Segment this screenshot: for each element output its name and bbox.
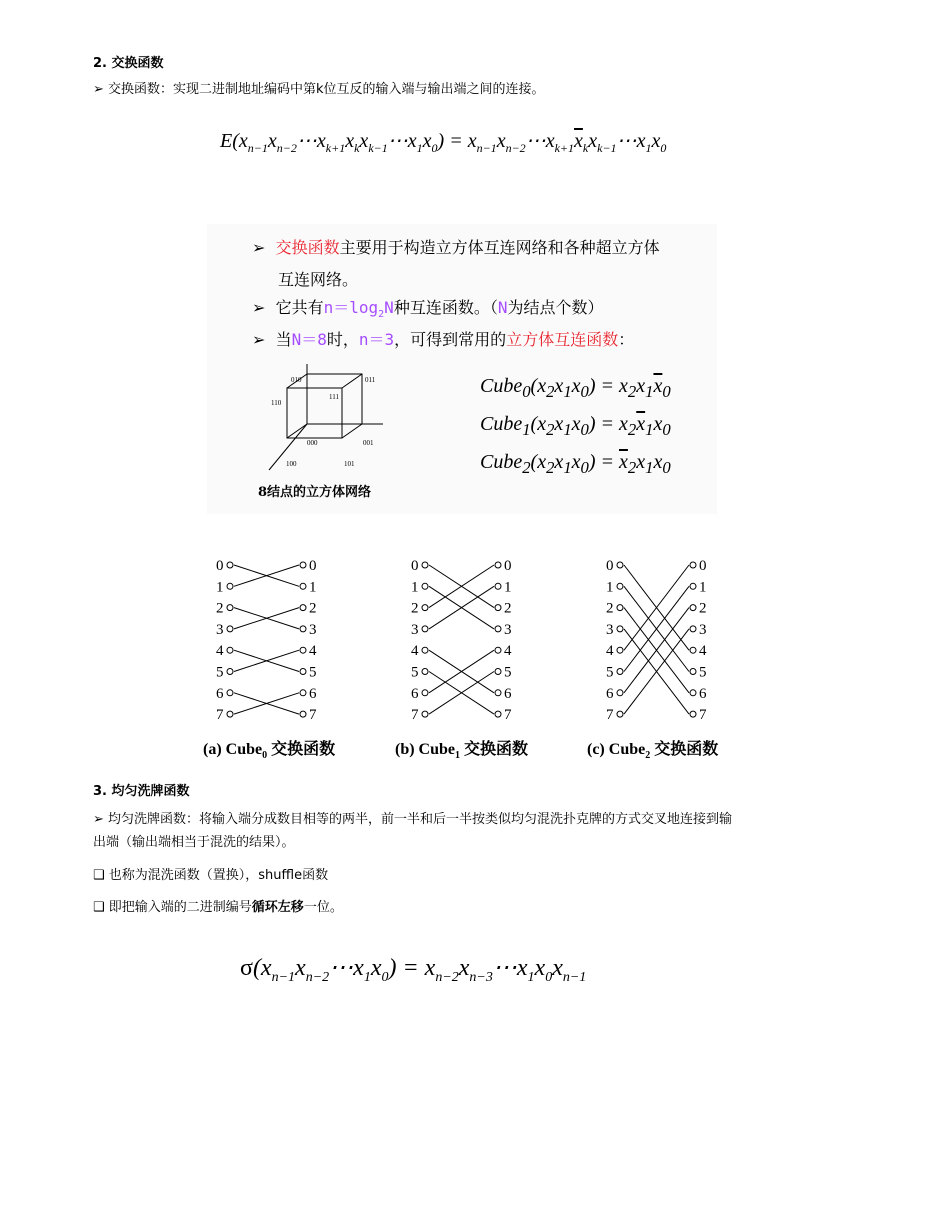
output-label: 3 [699, 621, 707, 638]
output-label: 2 [504, 600, 512, 617]
input-label: 2 [411, 600, 419, 617]
port-node [617, 669, 623, 675]
port-node [227, 626, 233, 632]
input-label: 0 [216, 558, 224, 574]
cube-label-111: 111 [329, 393, 339, 401]
input-label: 7 [411, 707, 419, 724]
input-label: 0 [606, 558, 614, 574]
input-label: 5 [606, 664, 614, 681]
output-label: 5 [504, 664, 512, 681]
shuffle-formula: $\sigma(x_{n-1}x_{n-2}\cdots x_1x_0)$ = $x_{n-2}x_{n-3}\cdots x_1x_0x_{n-1}$ [240, 955, 587, 985]
section-3-note-2: ❑ 即把输入端的二进制编号循环左移一位。 [93, 900, 343, 915]
port-node [617, 562, 623, 568]
cube0-formula: $Cube_0(x_2x_1x_0) = x_2x_1\overline{x}_0$ [480, 375, 671, 401]
cube1-network [411, 558, 512, 723]
port-node [690, 690, 696, 696]
port-node [617, 690, 623, 696]
input-label: 5 [216, 664, 224, 681]
output-label: 5 [309, 664, 317, 681]
cube-label-010: 010 [291, 376, 302, 384]
output-label: 1 [309, 579, 317, 596]
cube-diagram [255, 362, 395, 477]
output-label: 7 [309, 707, 317, 724]
input-label: 4 [411, 643, 419, 660]
port-node [690, 605, 696, 611]
port-node [227, 669, 233, 675]
input-label: 0 [411, 558, 419, 574]
cube-label-110: 110 [271, 399, 282, 407]
port-node [495, 647, 501, 653]
output-label: 6 [309, 685, 317, 702]
input-label: 5 [411, 664, 419, 681]
cube-label-101: 101 [344, 460, 355, 468]
exchange-formula: $E(x_{n-1}x_{n-2}\cdots x_{k+1}x_kx_{k-1}\cdots x_1x_0)$ = $x_{n-1}x_{n-2}\cdots x_{k+1}\overline{x}_kx_{k-1}\cdots x_1x_0$ [220, 130, 667, 155]
section-3-description-line1: ➢ 均匀洗牌函数：将输入端分成数目相等的两半，前一半和后一半按类似均匀混洗扑克牌的方式交叉地连接到输 [93, 812, 733, 827]
cube0-network [216, 558, 317, 723]
output-label: 2 [309, 600, 317, 617]
output-label: 7 [504, 707, 512, 724]
port-node [300, 605, 306, 611]
output-label: 6 [504, 685, 512, 702]
slide-bullet-3: ➢ 当N＝8时，n＝3，可得到常用的立方体互连函数： [252, 330, 635, 349]
port-node [690, 711, 696, 717]
port-node [422, 690, 428, 696]
port-node [495, 669, 501, 675]
input-label: 1 [411, 579, 419, 596]
port-node [690, 669, 696, 675]
cube1-caption: (b) Cube$_1$ 交换函数 [395, 741, 529, 762]
cube1-formula: $Cube_1(x_2x_1x_0) = x_2\overline{x}_1x_0$ [480, 413, 671, 439]
port-node [617, 711, 623, 717]
input-label: 6 [411, 685, 419, 702]
port-node [422, 711, 428, 717]
output-label: 0 [699, 558, 707, 574]
input-label: 6 [216, 685, 224, 702]
port-node [617, 605, 623, 611]
port-node [617, 583, 623, 589]
section-3-description-line2: 出端（输出端相当于混洗的结果）。 [93, 835, 295, 850]
port-node [422, 605, 428, 611]
port-node [300, 583, 306, 589]
cube-label-011: 011 [365, 376, 376, 384]
input-label: 4 [606, 643, 614, 660]
cube-caption: 8结点的立方体网络 [258, 485, 372, 500]
input-label: 4 [216, 643, 224, 660]
cube-network-diagrams [200, 552, 740, 727]
output-label: 0 [504, 558, 512, 574]
port-node [495, 711, 501, 717]
input-label: 3 [606, 621, 614, 638]
section-3-title: 3. 均匀洗牌函数 [93, 784, 190, 799]
port-node [495, 690, 501, 696]
port-node [227, 647, 233, 653]
port-node [422, 647, 428, 653]
output-label: 5 [699, 664, 707, 681]
port-node [690, 626, 696, 632]
input-label: 6 [606, 685, 614, 702]
section-2-title: 2. 交换函数 [93, 56, 164, 71]
port-node [495, 605, 501, 611]
input-label: 3 [411, 621, 419, 638]
cube-label-001: 001 [363, 439, 374, 447]
section-2-description: ➢ 交换函数：实现二进制地址编码中第k位互反的输入端与输出端之间的连接。 [93, 82, 545, 97]
port-node [422, 669, 428, 675]
input-label: 2 [216, 600, 224, 617]
input-label: 2 [606, 600, 614, 617]
cube-formulas [480, 370, 671, 484]
port-node [300, 562, 306, 568]
input-label: 7 [216, 707, 224, 724]
output-label: 2 [699, 600, 707, 617]
output-label: 3 [504, 621, 512, 638]
cube0-caption: (a) Cube$_0$ 交换函数 [203, 741, 336, 762]
output-label: 4 [309, 643, 317, 660]
output-label: 1 [699, 579, 707, 596]
port-node [300, 669, 306, 675]
output-label: 0 [309, 558, 317, 574]
slide-bullet-2: ➢ 它共有$n=\log_2N$种互连函数。（N为结点个数） [252, 298, 604, 321]
port-node [300, 647, 306, 653]
port-node [690, 583, 696, 589]
port-node [690, 562, 696, 568]
cube2-network [606, 558, 707, 723]
port-node [690, 647, 696, 653]
cube-label-100: 100 [286, 460, 297, 468]
output-label: 4 [699, 643, 707, 660]
input-label: 7 [606, 707, 614, 724]
port-node [227, 711, 233, 717]
slide-bullet-1: ➢ 交换函数主要用于构造立方体互连网络和各种超立方体 互连网络。 [252, 238, 660, 289]
section-3-note-1: ❑ 也称为混洗函数（置换），shuffle函数 [93, 868, 329, 883]
port-node [617, 626, 623, 632]
port-node [227, 562, 233, 568]
port-node [300, 711, 306, 717]
port-node [422, 583, 428, 589]
port-node [300, 690, 306, 696]
port-node [617, 647, 623, 653]
output-label: 3 [309, 621, 317, 638]
port-node [300, 626, 306, 632]
output-label: 7 [699, 707, 707, 724]
cube2-caption: (c) Cube$_2$ 交换函数 [587, 741, 719, 762]
port-node [422, 562, 428, 568]
port-node [227, 583, 233, 589]
cube2-formula: $Cube_2(x_2x_1x_0) = \overline{x}_2x_1x_0$ [480, 451, 671, 477]
port-node [422, 626, 428, 632]
output-label: 4 [504, 643, 512, 660]
input-label: 3 [216, 621, 224, 638]
port-node [227, 605, 233, 611]
port-node [495, 626, 501, 632]
cube-label-000: 000 [307, 439, 318, 447]
input-label: 1 [606, 579, 614, 596]
input-label: 1 [216, 579, 224, 596]
port-node [495, 583, 501, 589]
output-label: 1 [504, 579, 512, 596]
port-node [495, 562, 501, 568]
output-label: 6 [699, 685, 707, 702]
port-node [227, 690, 233, 696]
